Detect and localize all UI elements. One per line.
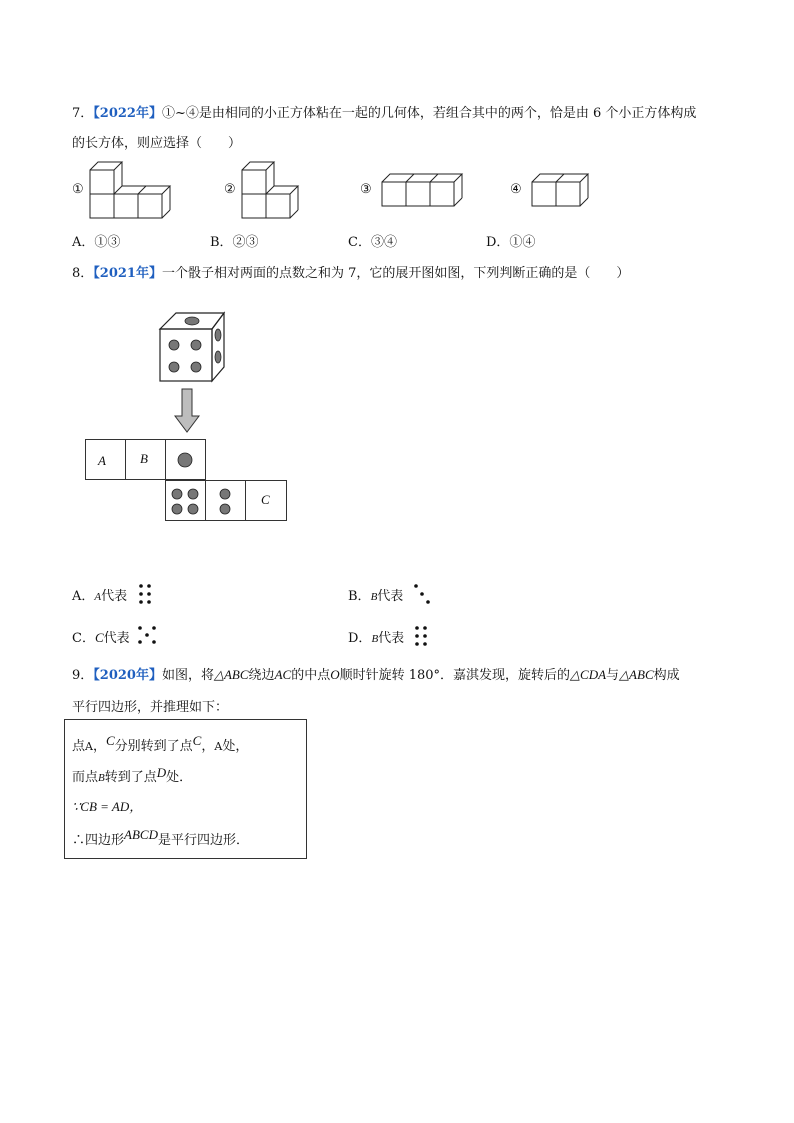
q8-year-tag: 【2021年】 bbox=[93, 266, 162, 281]
q8-option-b-suffix: 代表 bbox=[377, 589, 404, 604]
q7-option-d[interactable]: D．①④ bbox=[486, 235, 536, 250]
q9-box-text: 分别转到了点 bbox=[114, 739, 193, 754]
q7-line2 bbox=[72, 132, 241, 151]
q8-option-c[interactable] bbox=[72, 627, 130, 646]
q8-stem: 一个骰子相对两面的点数之和为 7，它的展开图如图，下列判断正确的是（ ） bbox=[161, 266, 630, 281]
net-letter-c: C bbox=[261, 492, 270, 507]
q9-math: O bbox=[330, 667, 340, 682]
q9-box-text: ， bbox=[92, 739, 106, 754]
q7-option-c[interactable]: C．③④ bbox=[348, 235, 397, 250]
q9-box-math: C bbox=[192, 733, 202, 748]
q9-year-tag: 【2020年】 bbox=[93, 668, 162, 683]
q7-option-a[interactable]: A．①③ bbox=[72, 235, 121, 250]
q8-option-c-var: C bbox=[94, 630, 104, 645]
q9-box-text: 处， bbox=[222, 739, 249, 754]
down-arrow-icon bbox=[174, 388, 200, 434]
q9-math: △ABC bbox=[619, 667, 654, 682]
q9-box-line3: ∵CB = AD， bbox=[72, 799, 143, 814]
q9-box-math: ABCD bbox=[124, 827, 158, 842]
five-pips-icon bbox=[138, 625, 156, 645]
q7-figure-4 bbox=[530, 172, 590, 210]
q9-number: 9． bbox=[72, 668, 94, 683]
q7-option-b[interactable]: B．②③ bbox=[210, 235, 259, 250]
q9-box-line2 bbox=[72, 766, 192, 785]
q8-option-a[interactable] bbox=[72, 585, 127, 604]
q7-year-tag: 【2022年】 bbox=[93, 106, 162, 121]
q8-option-b[interactable] bbox=[348, 585, 403, 604]
q9-math: △ABC bbox=[213, 667, 249, 682]
q8-option-c-prefix: C． bbox=[72, 631, 95, 646]
q8-option-a-prefix: A． bbox=[72, 589, 95, 604]
q9-box-text: 是平行四边形． bbox=[157, 833, 249, 848]
q7-figure-1 bbox=[88, 160, 168, 220]
q8-option-b-prefix: B． bbox=[348, 589, 371, 604]
q9-box-text: 转到了点 bbox=[104, 770, 157, 785]
q8-line1 bbox=[72, 262, 629, 281]
q9-text: 的中点 bbox=[291, 668, 331, 683]
q9-box-text: ∴四边形 bbox=[72, 833, 125, 848]
q7-figure-label-4: ④ bbox=[510, 182, 522, 197]
q9-box-math: D bbox=[156, 765, 167, 780]
q9-box-line4 bbox=[72, 829, 249, 848]
six-pips-icon bbox=[415, 625, 427, 647]
q7-figure-3 bbox=[380, 172, 464, 210]
q8-dice-figure bbox=[158, 311, 228, 386]
q9-box-text: 而点 bbox=[72, 770, 99, 785]
net-letter-a: A bbox=[98, 453, 106, 468]
q7-figure-label-1: ① bbox=[72, 182, 84, 197]
q8-option-d-prefix: D． bbox=[348, 631, 372, 646]
net-pips bbox=[165, 439, 245, 521]
q8-option-d[interactable] bbox=[348, 627, 404, 646]
six-pips-icon bbox=[139, 583, 151, 605]
q9-box-math: C bbox=[105, 733, 115, 748]
q9-math: △CDA bbox=[570, 667, 607, 682]
q7-number: 7． bbox=[72, 106, 94, 121]
q9-box-line1 bbox=[72, 735, 248, 754]
q9-box-math: A bbox=[85, 740, 93, 753]
q9-box-text: 处． bbox=[166, 770, 193, 785]
q7-figure-label-3: ③ bbox=[360, 182, 372, 197]
q7-line1 bbox=[72, 102, 696, 121]
net-letter-b: B bbox=[140, 451, 148, 466]
q8-option-d-suffix: 代表 bbox=[378, 631, 405, 646]
q7-stem-line2: 的长方体，则应选择（ ） bbox=[72, 136, 242, 151]
q8-number: 8． bbox=[72, 266, 94, 281]
q8-option-a-var: A bbox=[94, 591, 102, 603]
q7-figure-label-2: ② bbox=[224, 182, 236, 197]
q9-text: 如图，将 bbox=[161, 668, 214, 683]
q9-text: 与 bbox=[606, 668, 620, 683]
three-pips-icon bbox=[414, 583, 430, 605]
q9-line2 bbox=[72, 696, 228, 715]
q9-text: 构成 bbox=[653, 668, 680, 683]
q9-stem-line2: 平行四边形，并推理如下： bbox=[72, 700, 229, 715]
q8-option-c-suffix: 代表 bbox=[103, 631, 130, 646]
q9-text: 绕边 bbox=[248, 668, 275, 683]
q9-math: AC bbox=[274, 667, 292, 682]
q8-option-a-suffix: 代表 bbox=[101, 589, 128, 604]
q9-box-text: ， bbox=[201, 739, 215, 754]
q9-box-math: A bbox=[214, 740, 223, 753]
q9-box-math: B bbox=[98, 772, 105, 784]
q7-figure-2 bbox=[240, 160, 300, 220]
q9-line1 bbox=[72, 664, 680, 683]
q9-text: 顺时针旋转 180°．嘉淇发现，旋转后的 bbox=[339, 668, 571, 683]
q8-option-d-var: B bbox=[371, 633, 379, 645]
q7-stem-line1: ①~④是由相同的小正方体粘在一起的几何体，若组合其中的两个，恰是由 6 个小正方体构成 bbox=[161, 106, 697, 121]
q8-option-b-var: B bbox=[370, 591, 378, 603]
q9-box-text: 点 bbox=[72, 739, 86, 754]
